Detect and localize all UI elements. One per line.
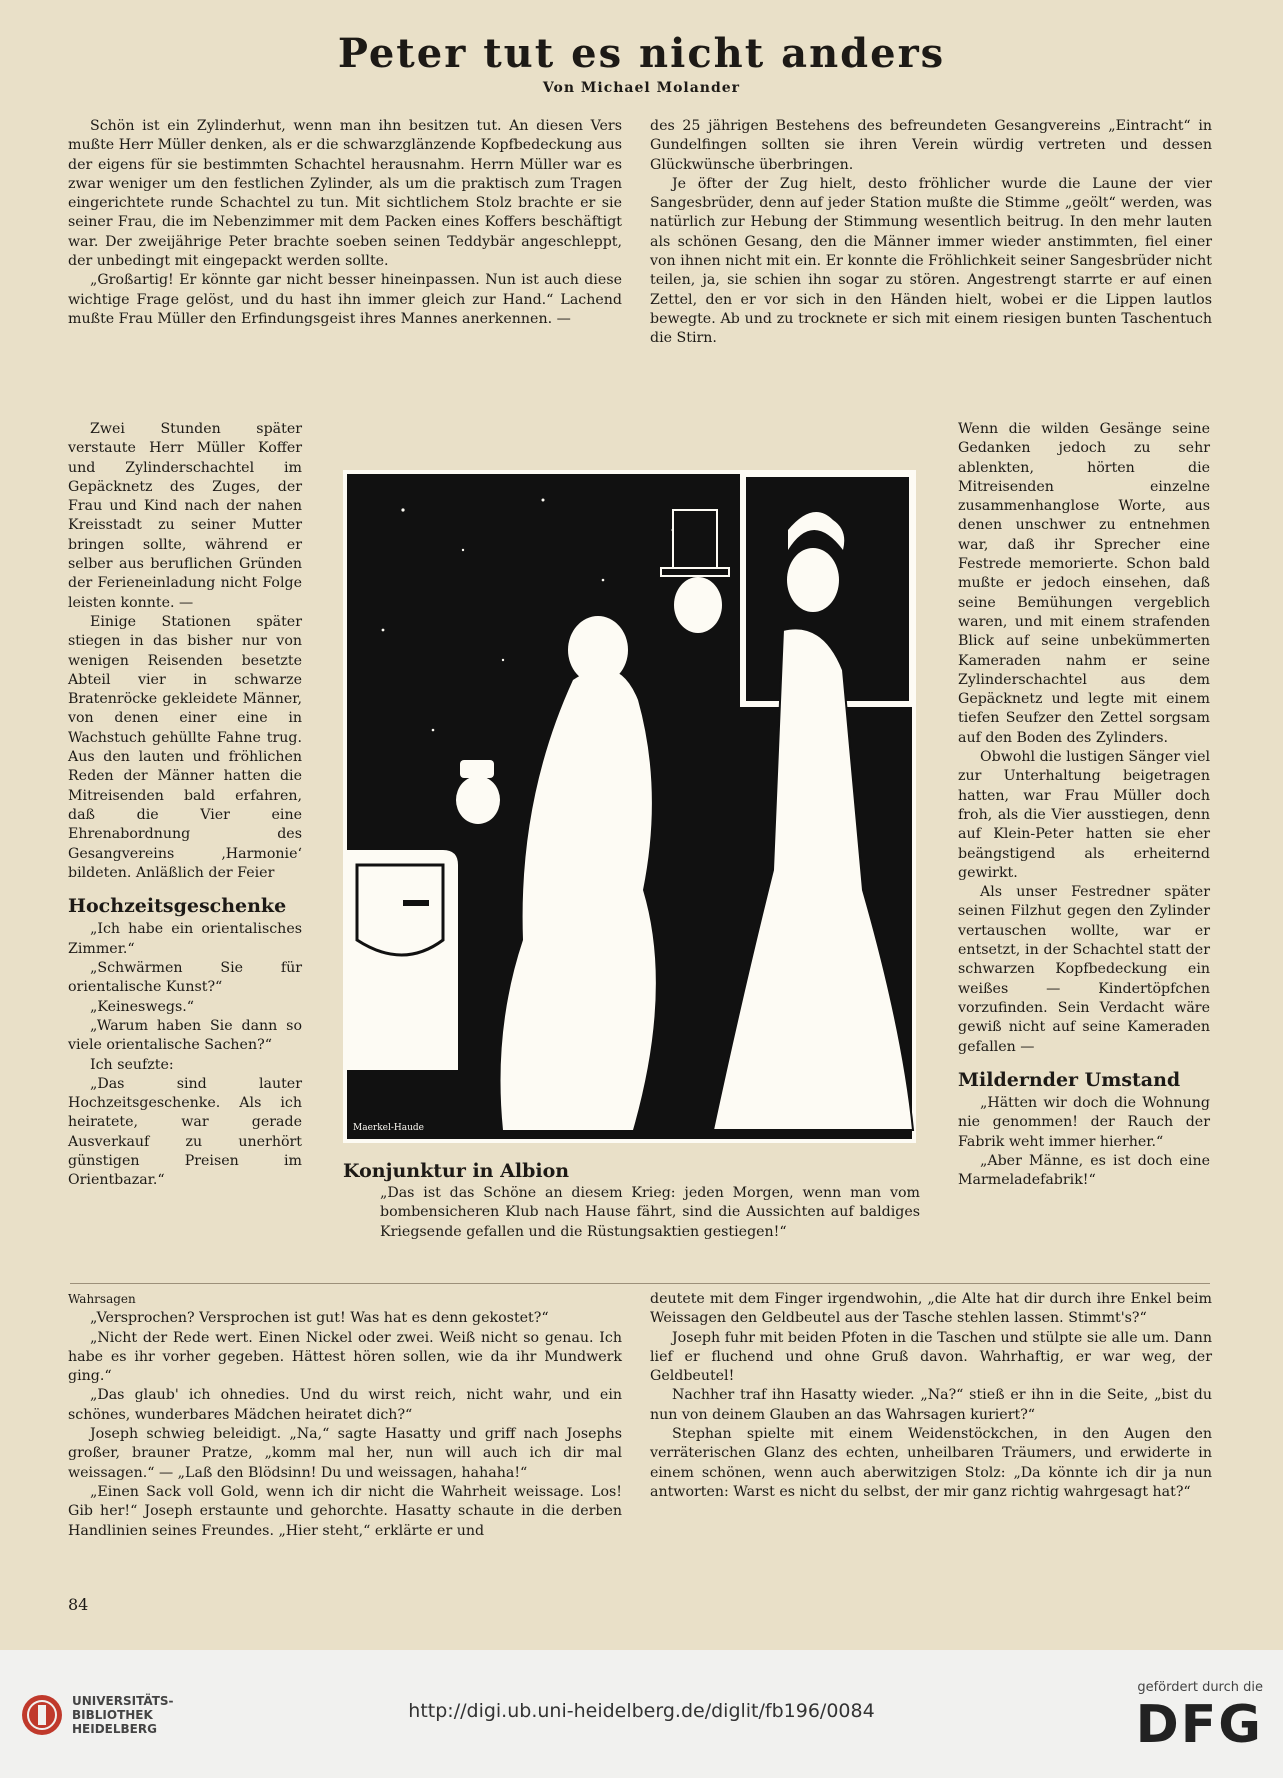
- wahrsagen-left: [68, 1290, 622, 1541]
- wahrsagen-paragraph: Nachher traf ihn Hasatty wieder. „Na?“ stieß er ihn in die Seite, „bist du nun von deinem Glauben an das Wahrsagen kuriert?“: [650, 1387, 1212, 1423]
- wahrsagen-paragraph: „Einen Sack voll Gold, wenn ich dir nicht die Wahrheit weissage. Los! Gib her!“ Joseph erstaunte und gehorchte. Hasatty schaute in die derben Handlinien seines Freundes. „Hier steht,“ erklärte er und: [68, 1483, 622, 1539]
- wahrsagen-paragraph: „Versprochen? Versprochen ist gut! Was hat es denn gekostet?“: [90, 1310, 549, 1327]
- story-left-top: [68, 117, 622, 329]
- library-line: BIBLIOTHEK: [72, 1708, 153, 1722]
- wahrsagen-paragraph: Joseph schwieg beleidigt. „Na,“ sagte Hasatty und griff nach Josephs großer, brauner Pratze, „komm mal her, nun will auch ich dir mal weissagen.“ — „Laß den Blödsinn! Du und weissagen, hahaha!“: [68, 1426, 622, 1481]
- page-number: 84: [68, 1595, 89, 1614]
- hochzeit-heading: Hochzeitsgeschenke: [68, 895, 287, 918]
- wahrsagen-right: [650, 1290, 1212, 1502]
- library-line: UNIVERSITÄTS-: [72, 1694, 174, 1708]
- funding-caption: gefördert durch die: [1137, 1680, 1263, 1695]
- wahrsagen-paragraph: „Nicht der Rede wert. Einen Nickel oder zwei. Weiß nicht so genau. Ich habe es ihr vorher gegeben. Hättest hören sollen, wie da ihr Mundwerk ging.“: [68, 1329, 622, 1385]
- wahrsagen-paragraph: Stephan spielte mit einem Weidenstöckchen, in den Augen den verräterischen Glanz des echten, unheilbaren Träumers, und erwiderte in einem schönen, wenn auch aberwitzigen Stolz: „Da könnte ich dir ja nun antworten: Warst es nicht du selbst, der mir ganz richtig wahrgesagt hat?“: [650, 1426, 1212, 1500]
- hochzeit-line: „Das sind lauter Hochzeitsgeschenke. Als ich heiratete, war gerade Ausverkauf zu unerhört günstigen Preisen im Orientbazar.“: [68, 1075, 302, 1189]
- article-byline: Von Michael Molander: [542, 80, 741, 96]
- cartoon-signature: Maerkel-Haude: [353, 1123, 425, 1133]
- cartoon-illustration: [343, 470, 916, 1143]
- article-title: Peter tut es nicht anders: [337, 30, 946, 77]
- story-paragraph: Zwei Stunden später verstaute Herr Müller Koffer und Zylinderschachtel im Gepäcknetz des Zuges, der Frau und Kind nach der nahen Kreisstadt zu seiner Mutter bringen sollte, während er selber aus beruflichen Gründen der Ferieneinladung nicht Folge leisten konnte. —: [68, 421, 302, 611]
- wahrsagen-paragraph: Joseph fuhr mit beiden Pfoten in die Taschen und stülpte sie alle um. Dann lief er fluchend und ohne Gruß davon. Wahrhaftig, er war weg, der Geldbeutel!: [650, 1329, 1212, 1385]
- dfg-logo: DFG: [1135, 1695, 1263, 1755]
- section-divider: [70, 1283, 1210, 1284]
- hochzeit-line: „Schwärmen Sie für orientalische Kunst?“: [68, 960, 302, 996]
- cartoon-title: Konjunktur in Albion: [343, 1160, 570, 1182]
- story-paragraph: Schön ist ein Zylinderhut, wenn man ihn besitzen tut. An diesen Vers mußte Herr Müller denken, als er die schwarzglänzende Kopfbedeckung aus der eigens für sie bestimmten Schachtel herausnahm. Herrn Müller war es zwar weniger um den festlichen Zylinder, als um die praktisch zum Tragen eingerichtete runde Schachtel zu tun. Mit sichtlichem Stolz brachte er sie seiner Frau, die im Nebenzimmer mit dem Packen eines Koffers beschäftigt war. Der zweijährige Peter brachte soeben seinen Teddybär angeschleppt, der unbedingt mit eingepackt werden sollte.: [68, 118, 622, 270]
- hochzeit-line: „Ich habe ein orientalisches Zimmer.“: [68, 921, 302, 957]
- story-paragraph: Wenn die wilden Gesänge seine Gedanken jedoch zu sehr ablenkten, hörten die Mitreisenden einzelne zusammenhanglose Worte, aus denen unschwer zu entnehmen war, daß ihr Sprecher eine Festrede memorierte. Schon bald mußte er jedoch einsehen, daß seine Bemühungen vergeblich waren, und mit einem strafenden Blick auf seine unbekümmerten Kameraden nahm er seine Zylinderschachtel aus dem Gepäcknetz und legte mit einem tiefen Seufzer den Zettel sorgsam auf den Boden des Zylinders.: [958, 421, 1210, 746]
- wahrsagen-heading: Wahrsagen: [68, 1292, 136, 1306]
- mildernd-line: „Hätten wir doch die Wohnung nie genommen! der Rauch der Fabrik weht immer hierher.“: [958, 1095, 1210, 1150]
- story-paragraph: des 25 jährigen Bestehens des befreundeten Gesangvereins „Eintracht“ in Gundelfingen sollten sie ihren Verein würdig vertreten und dessen Glückwünsche überbringen.: [650, 118, 1212, 173]
- cartoon-caption: „Das ist das Schöne an diesem Krieg: jeden Morgen, wenn man vom bombensicheren Klub nach Hause fährt, sind die Aussichten auf baldiges Kriegsende gefallen und die Rüstungsaktien gestiegen!“: [380, 1185, 920, 1240]
- wahrsagen-paragraph: deutete mit dem Finger irgendwohin, „die Alte hat dir durch ihre Enkel beim Weissagen den Geldbeutel aus der Tasche stehlen lassen. Stimmt's?“: [650, 1291, 1212, 1327]
- story-paragraph: „Großartig! Er könnte gar nicht besser hineinpassen. Nun ist auch diese wichtige Frage gelöst, und du hast ihn immer gleich zur Hand.“ Lachend mußte Frau Müller den Erfindungsgeist ihres Mannes anerkennen. —: [68, 272, 622, 327]
- story-right-narrow: [958, 420, 1210, 1191]
- library-line: HEIDELBERG: [72, 1722, 157, 1736]
- hochzeit-line: „Warum haben Sie dann so viele orientalische Sachen?“: [68, 1017, 302, 1054]
- wahrsagen-paragraph: „Das glaub' ich ohnedies. Und du wirst reich, nicht wahr, und ein schönes, wunderbares Mädchen heiratet dich?“: [68, 1387, 622, 1423]
- source-url-link[interactable]: http://digi.ub.uni-heidelberg.de/diglit/fb196/0084: [408, 1700, 875, 1722]
- story-paragraph: Einige Stationen später stiegen in das bisher nur von wenigen Reisenden besetzte Abteil vier in schwarze Bratenröcke gekleidete Männer, von denen einer eine in Wachstuch gehüllte Fahne trug. Aus den lauten und fröhlichen Reden der Männer hatten die Mitreisenden bald erfahren, daß die Vier eine Ehrenabordnung des Gesangvereins ‚Harmonie‘ bildeten. Anläßlich der Feier: [68, 613, 302, 881]
- story-paragraph: Als unser Festredner später seinen Filzhut gegen den Zylinder vertauschen wollte, war er entsetzt, in der Schachtel statt der schwarzen Kopfbedeckung ein weißes — Kindertöpfchen vorzufinden. Sein Verdacht wäre gewiß nicht auf seine Kameraden gefallen —: [958, 884, 1210, 1055]
- story-paragraph: Je öfter der Zug hielt, desto fröhlicher wurde die Laune der vier Sangesbrüder, denn auf jeder Station mußte die Stimme „geölt“ werden, was natürlich zur Hebung der Stimmung wesentlich beitrug. In den mehr lauten als schönen Gesang, den die Männer immer wieder anstimmten, fiel einer von ihnen nicht mit ein. Er konnte die Fröhlichkeit seiner Sangesbrüder nicht teilen, ja, sie schien ihn sogar zu stören. Angestrengt starrte er auf einen Zettel, den er vor sich in den Händen hielt, wobei er die Lippen lautlos bewegte. Ab und zu trocknete er sich mit einem riesigen bunten Taschentuch die Stirn.: [650, 175, 1212, 347]
- mildernd-line: „Aber Männe, es ist doch eine Marmeladefabrik!“: [958, 1152, 1210, 1189]
- story-right-top: [650, 117, 1212, 349]
- story-paragraph: Obwohl die lustigen Sänger viel zur Unterhaltung beigetragen hatten, war Frau Müller doch froh, als die Vier ausstiegen, denn auf Klein-Peter hatten sie eher beängstigend als erheiternd gewirkt.: [958, 749, 1210, 881]
- funding-block[interactable]: [1136, 1680, 1263, 1755]
- hochzeit-line: Ich seufzte:: [90, 1056, 174, 1073]
- mildernd-heading: Mildernder Umstand: [958, 1068, 1181, 1091]
- hochzeit-line: „Keineswegs.“: [90, 998, 194, 1015]
- story-left-narrow: [68, 420, 302, 1191]
